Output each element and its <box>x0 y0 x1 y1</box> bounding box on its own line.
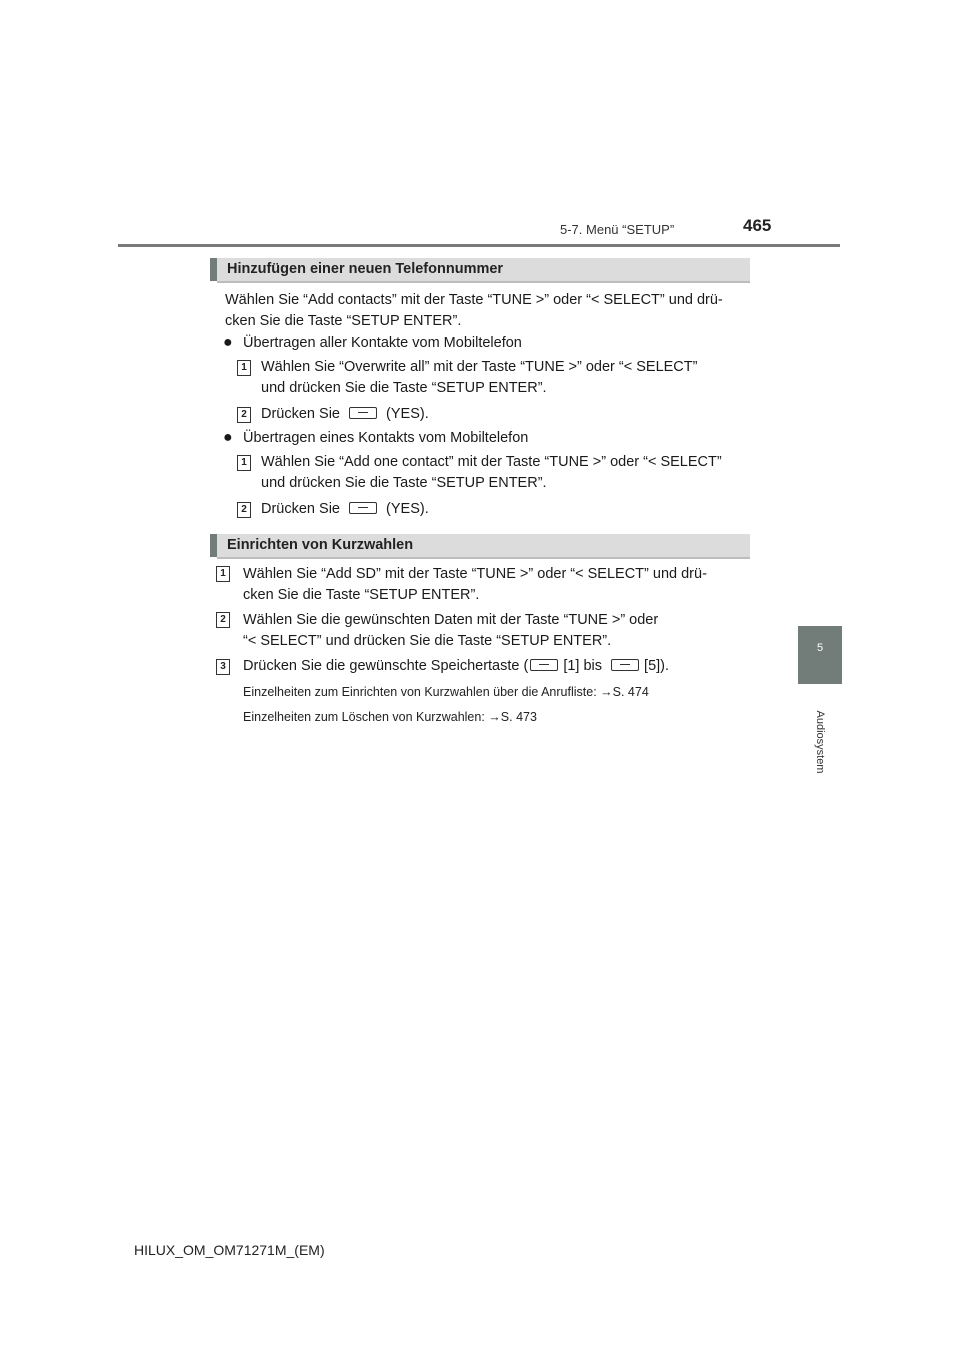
header-rule <box>118 244 840 247</box>
step-text <box>261 452 745 494</box>
step-line: und drücken Sie die Taste “SETUP ENTER”. <box>261 380 547 396</box>
bullet-dot-icon: ● <box>223 334 233 351</box>
step-number-box: 3 <box>216 659 230 675</box>
step-number-box: 2 <box>237 502 251 518</box>
step-number-box: 1 <box>216 566 230 582</box>
document-code: HILUX_OM_OM71271M_(EM) <box>134 1242 325 1258</box>
step-text-part: [1] bis <box>563 658 603 674</box>
step-line: cken Sie die Taste “SETUP ENTER”. <box>243 587 480 603</box>
panel-button-icon <box>611 659 639 671</box>
intro-line: cken Sie die Taste “SETUP ENTER”. <box>225 313 462 329</box>
step-text <box>261 404 429 425</box>
step-number-box: 1 <box>237 360 251 376</box>
intro-line: Wählen Sie “Add contacts” mit der Taste “TUNE >” oder “< SELECT” und drü- <box>225 292 723 308</box>
bullet-title: Übertragen eines Kontakts vom Mobiltelefon <box>243 430 529 446</box>
step-line: “< SELECT” und drücken Sie die Taste “SETUP ENTER”. <box>243 633 612 649</box>
step-text <box>261 499 429 520</box>
chapter-tab: 5 <box>798 626 842 684</box>
step-text <box>243 564 745 606</box>
step-number-box: 2 <box>216 612 230 628</box>
step-line: Wählen Sie “Add one contact” mit der Taste “TUNE >” oder “< SELECT” <box>261 454 722 470</box>
section-title-speed-dial: Einrichten von Kurzwahlen <box>210 534 750 557</box>
step-line: Wählen Sie “Add SD” mit der Taste “TUNE >” oder “< SELECT” und drü- <box>243 566 707 582</box>
step-number-box: 1 <box>237 455 251 471</box>
step-text-part: [5]). <box>644 658 670 674</box>
step-line: Wählen Sie “Overwrite all” mit der Taste “TUNE >” oder “< SELECT” <box>261 359 698 375</box>
section-title-add-number: Hinzufügen einer neuen Telefonnummer <box>210 258 750 281</box>
step-text-part: (YES). <box>386 501 429 517</box>
note-text: Einzelheiten zum Löschen von Kurzwahlen: →S. 473 <box>243 710 537 724</box>
page-number: 465 <box>743 216 772 235</box>
step-text <box>261 357 745 399</box>
step-number-box: 2 <box>237 407 251 423</box>
section-heading: 5-7. Menü “SETUP” <box>560 222 675 237</box>
panel-button-icon <box>530 659 558 671</box>
bullet-title: Übertragen aller Kontakte vom Mobiltelefon <box>243 335 522 351</box>
step-line: und drücken Sie die Taste “SETUP ENTER”. <box>261 475 547 491</box>
chapter-label: Audiosystem <box>814 710 826 774</box>
step-text-part: Drücken Sie die gewünschte Speichertaste ( <box>243 658 529 674</box>
panel-button-icon <box>349 407 377 419</box>
panel-button-icon <box>349 502 377 514</box>
step-text-part: Drücken Sie <box>261 406 340 422</box>
step-text-part: Drücken Sie <box>261 501 340 517</box>
step-line: Wählen Sie die gewünschten Daten mit der Taste “TUNE >” oder <box>243 612 659 628</box>
bullet-dot-icon: ● <box>223 429 233 446</box>
step-text <box>243 610 745 652</box>
note-text: Einzelheiten zum Einrichten von Kurzwahlen über die Anrufliste: →S. 474 <box>243 685 649 699</box>
intro-paragraph <box>225 290 745 332</box>
step-text-part: (YES). <box>386 406 429 422</box>
step-text <box>243 656 669 677</box>
